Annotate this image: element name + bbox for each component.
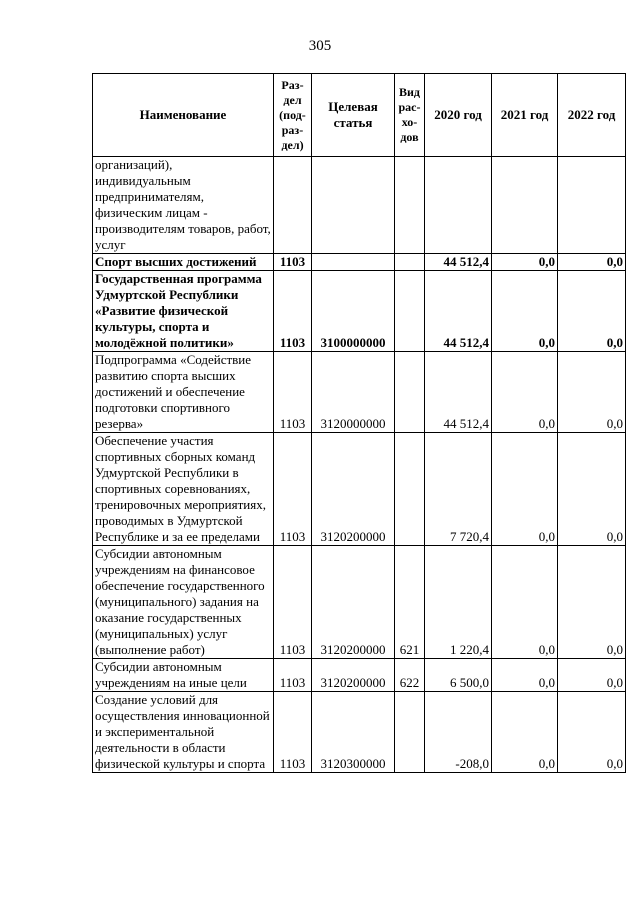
cell-type <box>395 271 425 352</box>
cell-target: 3120200000 <box>312 659 395 692</box>
cell-y2022: 0,0 <box>558 433 626 546</box>
cell-type <box>395 157 425 254</box>
cell-y2020: 1 220,4 <box>425 546 492 659</box>
header-2020: 2020 год <box>425 74 492 157</box>
table-row <box>93 659 626 692</box>
cell-y2021: 0,0 <box>492 271 558 352</box>
table-row <box>93 157 626 254</box>
cell-y2020: 7 720,4 <box>425 433 492 546</box>
cell-section: 1103 <box>274 433 312 546</box>
cell-y2021: 0,0 <box>492 254 558 271</box>
cell-name: Субсидии автономным учреждениям на иные цели <box>93 659 274 692</box>
cell-y2020 <box>425 157 492 254</box>
cell-y2022: 0,0 <box>558 546 626 659</box>
table-row <box>93 271 626 352</box>
cell-type <box>395 433 425 546</box>
cell-y2021: 0,0 <box>492 352 558 433</box>
cell-y2020: 6 500,0 <box>425 659 492 692</box>
cell-name: Спорт высших достижений <box>93 254 274 271</box>
header-target: Целевая статья <box>312 74 395 157</box>
cell-type <box>395 352 425 433</box>
cell-section: 1103 <box>274 271 312 352</box>
cell-section: 1103 <box>274 659 312 692</box>
cell-target: 3120200000 <box>312 546 395 659</box>
cell-name: Подпрограмма «Содействие развитию спорта высших достижений и обеспечение подготовки спортивного резерва» <box>93 352 274 433</box>
table-row <box>93 433 626 546</box>
table-row <box>93 546 626 659</box>
cell-y2022 <box>558 157 626 254</box>
cell-y2021 <box>492 157 558 254</box>
cell-target: 3100000000 <box>312 271 395 352</box>
cell-y2021: 0,0 <box>492 546 558 659</box>
cell-name: организаций), индивидуальным предпринимателям, физическим лицам - производителям товаров, работ, услуг <box>93 157 274 254</box>
header-2022: 2022 год <box>558 74 626 157</box>
table-row <box>93 352 626 433</box>
budget-table <box>92 73 626 773</box>
cell-type: 622 <box>395 659 425 692</box>
cell-y2020: 44 512,4 <box>425 254 492 271</box>
cell-name: Создание условий для осуществления инновационной и экспериментальной деятельности в области физической культуры и спорта <box>93 692 274 773</box>
cell-target <box>312 157 395 254</box>
cell-type <box>395 692 425 773</box>
cell-target: 3120200000 <box>312 433 395 546</box>
cell-y2020: -208,0 <box>425 692 492 773</box>
cell-y2022: 0,0 <box>558 352 626 433</box>
cell-name: Субсидии автономным учреждениям на финансовое обеспечение государственного (муниципального) задания на оказание государственных (муниципальных) услуг (выполнение работ) <box>93 546 274 659</box>
cell-name: Обеспечение участия спортивных сборных команд Удмуртской Республики в спортивных соревнованиях, тренировочных мероприятиях, проводимых в Удмуртской Республике и за ее пределами <box>93 433 274 546</box>
cell-section <box>274 157 312 254</box>
cell-type: 621 <box>395 546 425 659</box>
cell-name: Государственная программа Удмуртской Республики «Развитие физической культуры, спорта и молодёжной политики» <box>93 271 274 352</box>
cell-section: 1103 <box>274 546 312 659</box>
header-section: Раз-дел (под-раз-дел) <box>274 74 312 157</box>
cell-section: 1103 <box>274 692 312 773</box>
cell-section: 1103 <box>274 352 312 433</box>
cell-target: 3120000000 <box>312 352 395 433</box>
header-name: Наименование <box>93 74 274 157</box>
header-type: Вид рас-хо-дов <box>395 74 425 157</box>
header-2021: 2021 год <box>492 74 558 157</box>
table-header-row <box>93 74 626 157</box>
cell-y2021: 0,0 <box>492 659 558 692</box>
cell-y2022: 0,0 <box>558 271 626 352</box>
cell-target: 3120300000 <box>312 692 395 773</box>
cell-y2021: 0,0 <box>492 692 558 773</box>
cell-y2022: 0,0 <box>558 254 626 271</box>
cell-section: 1103 <box>274 254 312 271</box>
cell-y2020: 44 512,4 <box>425 271 492 352</box>
page-number: 305 <box>308 38 332 54</box>
cell-y2021: 0,0 <box>492 433 558 546</box>
table-row <box>93 692 626 773</box>
table-row <box>93 254 626 271</box>
cell-type <box>395 254 425 271</box>
cell-y2020: 44 512,4 <box>425 352 492 433</box>
cell-target <box>312 254 395 271</box>
cell-y2022: 0,0 <box>558 659 626 692</box>
cell-y2022: 0,0 <box>558 692 626 773</box>
